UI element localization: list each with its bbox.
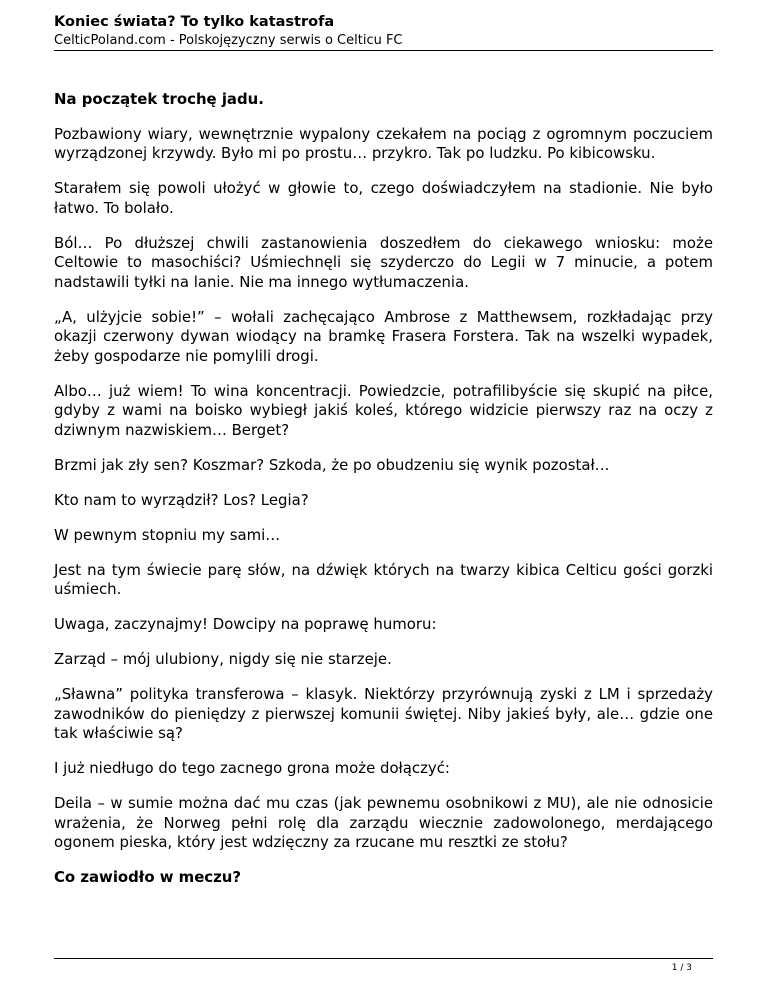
paragraph: „Sławna” polityka transferowa – klasyk. Niektórzy przyrównują zyski z LM i sprzedaży zawodników do pieniędzy z pierwszej komunii świętej. Niby jakieś były, ale… gdzie one tak właściwie są? bbox=[54, 685, 713, 742]
article-body bbox=[54, 90, 713, 887]
paragraph: Albo… już wiem! To wina koncentracji. Powiedzcie, potrafilibyście się skupić na piłce, gdyby z wami na boisko wybiegł jakiś koleś, którego widzicie pierwszy raz na oczy z dziwnym nazwiskiem… Berget? bbox=[54, 381, 713, 439]
paragraph: Deila – w sumie można dać mu czas (jak pewnemu osobnikowi z MU), ale nie odnosicie wrażenia, że Norweg pełni rolę dla zarządu wiecznie zadowolonego, merdającego ogonem pieska, który jest wdzięczny za rzucane mu resztki ze stołu? bbox=[54, 794, 713, 851]
paragraph: Kto nam to wyrządził? Los? Legia? bbox=[54, 490, 309, 509]
paragraph: W pewnym stopniu my sami… bbox=[54, 525, 281, 544]
paragraph: „A, ulżyjcie sobie!” – wołali zachęcająco Ambrose z Matthewsem, rozkładając przy okazji czerwony dywan wiodący na bramkę Frasera Forstera. Tak na wszelki wypadek, żeby gospodarze nie pomylili drogi. bbox=[54, 307, 713, 365]
paragraph: Jest na tym świecie parę słów, na dźwięk których na twarzy kibica Celticu gości gorzki uśmiech. bbox=[54, 560, 713, 598]
paragraph: Uwaga, zaczynajmy! Dowcipy na poprawę humoru: bbox=[54, 615, 437, 633]
paragraph: I już niedługo do tego zacnego grona może dołączyć: bbox=[54, 759, 450, 777]
section-heading-match: Co zawiodło w meczu? bbox=[54, 867, 242, 886]
section-heading-intro: Na początek trochę jadu. bbox=[54, 90, 264, 108]
header-divider bbox=[54, 50, 713, 51]
paragraph: Pozbawiony wiary, wewnętrznie wypalony czekałem na pociąg z ogromnym poczuciem wyrządzonej krzywdy. Było mi po prostu… przykro. Tak po ludzku. Po kibicowsku. bbox=[54, 124, 713, 162]
footer-divider bbox=[54, 958, 713, 959]
paragraph: Brzmi jak zły sen? Koszmar? Szkoda, że po obudzeniu się wynik pozostał… bbox=[54, 455, 610, 474]
paragraph: Starałem się powoli ułożyć w głowie to, czego doświadczyłem na stadionie. Nie było łatwo. To bolało. bbox=[54, 179, 713, 217]
document-title: Koniec świata? To tylko katastrofa bbox=[54, 14, 335, 30]
paragraph: Ból… Po dłuższej chwili zastanowienia doszedłem do ciekawego wniosku: może Celtowie to masochiści? Uśmiechnęli się szyderczo do Legii w 7 minucie, a potem nadstawili tyłki na lanie. Nie ma innego wytłumaczenia. bbox=[54, 233, 713, 291]
paragraph: Zarząd – mój ulubiony, nigdy się nie starzeje. bbox=[54, 650, 392, 668]
page-number: 1 / 3 bbox=[671, 963, 692, 973]
site-name: CelticPoland.com - Polskojęzyczny serwis o Celticu FC bbox=[54, 33, 403, 48]
page-header bbox=[54, 12, 713, 49]
